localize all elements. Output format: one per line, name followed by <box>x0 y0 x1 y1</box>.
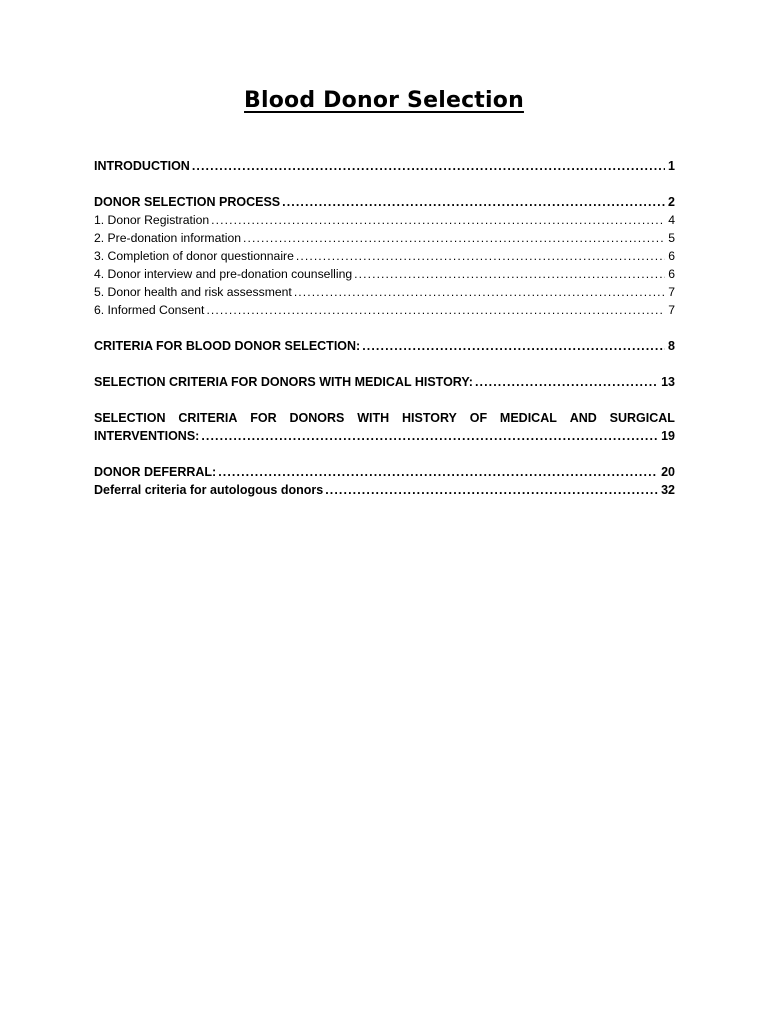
toc-word: AND <box>569 411 597 425</box>
toc-word: SELECTION <box>94 411 166 425</box>
toc-entry-interventions[interactable] <box>94 409 675 445</box>
toc-entry-criteria[interactable] <box>94 337 675 355</box>
toc-leader-dots <box>354 265 665 283</box>
toc-leader-dots <box>294 283 665 301</box>
toc-entry-page: 8 <box>668 339 675 353</box>
toc-entry-label: DONOR DEFERRAL: <box>94 465 217 479</box>
toc-word: SURGICAL <box>609 411 675 425</box>
toc-entry-label: CRITERIA FOR BLOOD DONOR SELECTION: <box>94 339 361 353</box>
toc-leader-dots <box>325 481 658 499</box>
toc-entry-medical-history[interactable] <box>94 373 675 391</box>
toc-word: DONORS <box>289 411 345 425</box>
toc-leader-dots <box>475 373 658 391</box>
toc-subentry-label: 4. Donor interview and pre-donation counselling <box>94 267 353 281</box>
toc-entry-page: 19 <box>661 429 675 443</box>
toc-leader-dots <box>201 427 658 445</box>
toc-word: FOR <box>250 411 277 425</box>
toc-entry-donor-deferral[interactable] <box>94 463 675 481</box>
toc-leader-dots <box>211 211 665 229</box>
toc-subentry[interactable] <box>94 247 675 265</box>
toc-word: OF <box>469 411 488 425</box>
toc-entry-interventions-line1 <box>94 409 675 427</box>
toc-subentry-label: 3. Completion of donor questionnaire <box>94 249 294 263</box>
toc-subentry-label: 1. Donor Registration <box>94 213 210 227</box>
toc-subentry-page: 7 <box>668 285 675 299</box>
table-of-contents <box>94 157 675 499</box>
toc-entry-donor-selection-process[interactable] <box>94 193 675 211</box>
toc-entry-page: 2 <box>668 195 675 209</box>
toc-word: MEDICAL <box>499 411 557 425</box>
toc-leader-dots <box>218 463 658 481</box>
toc-subentry[interactable] <box>94 229 675 247</box>
toc-word: CRITERIA <box>178 411 238 425</box>
toc-subentry[interactable] <box>94 283 675 301</box>
toc-leader-dots <box>296 247 665 265</box>
toc-word: HISTORY <box>402 411 457 425</box>
toc-subentry-label: 5. Donor health and risk assessment <box>94 285 292 299</box>
toc-entry-page: 32 <box>661 483 675 497</box>
toc-subentry[interactable] <box>94 265 675 283</box>
toc-subentry-label: 6. Informed Consent <box>94 303 205 317</box>
toc-entry-introduction[interactable] <box>94 157 675 175</box>
toc-subentry-page: 7 <box>668 303 675 317</box>
toc-subentry[interactable] <box>94 301 675 319</box>
toc-entry-autologous[interactable] <box>94 481 675 499</box>
toc-entry-page: 1 <box>668 159 675 173</box>
toc-entry-page: 13 <box>661 375 675 389</box>
toc-subentry-page: 5 <box>668 231 675 245</box>
toc-entry-label: Deferral criteria for autologous donors <box>94 483 324 497</box>
toc-entry-interventions-line2 <box>94 427 675 445</box>
toc-entry-label: DONOR SELECTION PROCESS <box>94 195 281 209</box>
toc-entry-label: INTERVENTIONS: <box>94 429 200 443</box>
toc-word: WITH <box>357 411 390 425</box>
toc-leader-dots <box>362 337 665 355</box>
toc-leader-dots <box>282 193 665 211</box>
toc-leader-dots <box>243 229 665 247</box>
toc-subentry-page: 6 <box>668 267 675 281</box>
toc-subentry-page: 6 <box>668 249 675 263</box>
toc-entry-label: SELECTION CRITERIA FOR DONORS WITH MEDICAL HISTORY: <box>94 375 473 389</box>
toc-subentry[interactable] <box>94 211 675 229</box>
toc-leader-dots <box>192 157 665 175</box>
document-title <box>0 88 768 113</box>
toc-subentry-label: 2. Pre-donation information <box>94 231 242 245</box>
toc-leader-dots <box>206 301 665 319</box>
toc-entry-label: INTRODUCTION <box>94 159 190 173</box>
toc-entry-page: 20 <box>661 465 675 479</box>
document-title-text: Blood Donor Selection <box>244 88 524 113</box>
toc-subentry-page: 4 <box>668 213 675 227</box>
